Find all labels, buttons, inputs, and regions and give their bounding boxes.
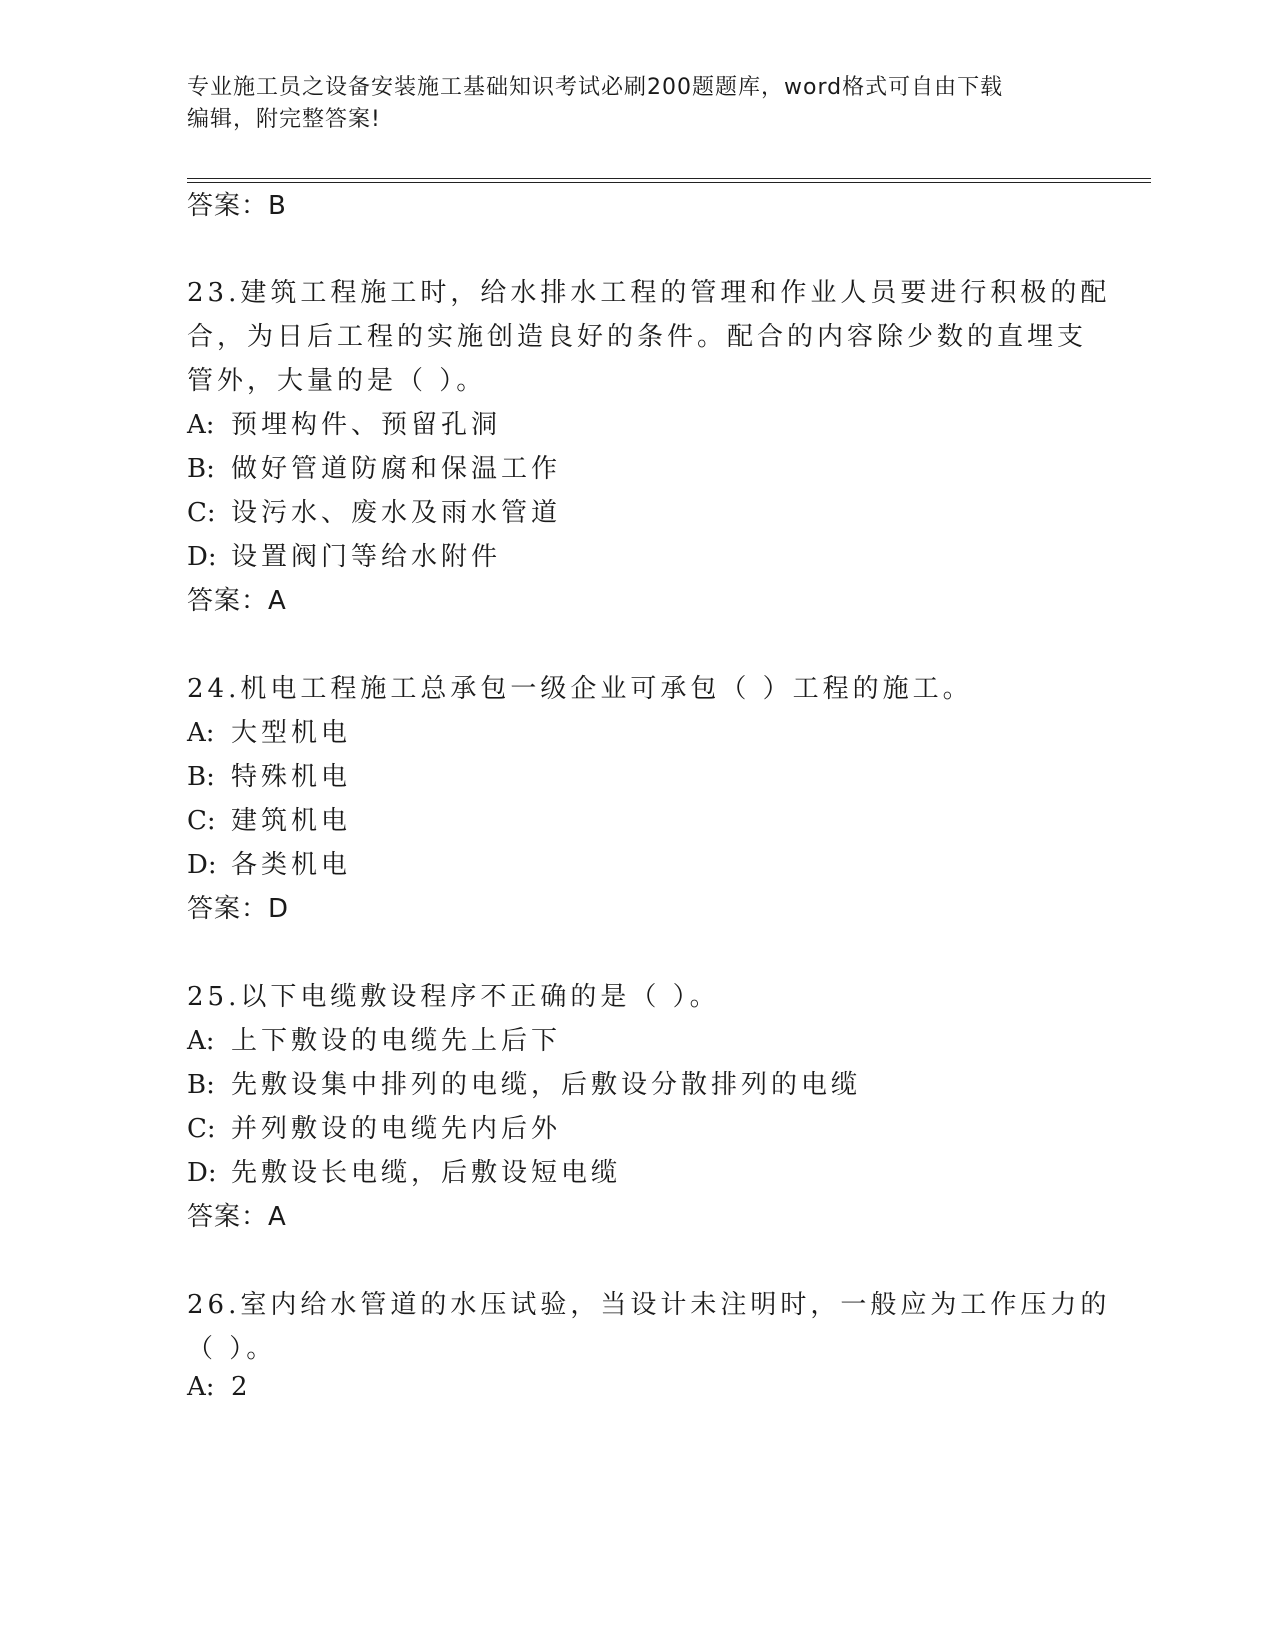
option-text: 先敷设长电缆，后敷设短电缆 [231, 1158, 622, 1188]
option-text: 大型机电 [231, 718, 352, 748]
question-24-line-1: 24.机电工程施工总承包一级企业可承包（ ）工程的施工。 [187, 674, 973, 704]
question-25-option-a [187, 1020, 561, 1057]
option-text: 设置阀门等给水附件 [231, 542, 502, 572]
question-26-line-2: （ ）。 [187, 1334, 277, 1364]
option-letter: B: [187, 454, 215, 484]
header-line-1: 专业施工员之设备安装施工基础知识考试必刷200题题库，word格式可自由下载 [187, 75, 1004, 100]
document-header [187, 72, 1087, 136]
question-23-option-b [187, 448, 561, 485]
option-letter: A: [187, 1026, 215, 1056]
question-26-line-1: 26.室内给水管道的水压试验，当设计未注明时，一般应为工作压力的 [187, 1290, 1111, 1320]
option-text: 设污水、废水及雨水管道 [231, 498, 562, 528]
question-25-option-b [187, 1064, 861, 1101]
question-23-answer: 答案：A [187, 586, 287, 616]
option-letter: D: [187, 850, 217, 880]
header-divider-top [187, 178, 1151, 179]
question-23-line-2: 合，为日后工程的实施创造良好的条件。配合的内容除少数的直埋支 [187, 322, 1088, 352]
option-text: 特殊机电 [231, 762, 352, 792]
question-23-option-a [187, 404, 501, 441]
header-divider-bottom [187, 182, 1151, 183]
option-text: 建筑机电 [231, 806, 352, 836]
question-23-line-1: 23.建筑工程施工时，给水排水工程的管理和作业人员要进行积极的配 [187, 278, 1111, 308]
option-letter: A: [187, 410, 215, 440]
question-24-option-a [187, 712, 351, 749]
question-26-option-a [187, 1372, 252, 1402]
question-23-option-d [187, 536, 501, 573]
option-text: 做好管道防腐和保温工作 [231, 454, 562, 484]
option-letter: D: [187, 1158, 217, 1188]
option-letter: D: [187, 542, 217, 572]
answer-previous: 答案：B [187, 191, 287, 221]
option-letter: B: [187, 1070, 215, 1100]
question-23-line-3: 管外，大量的是（ ）。 [187, 366, 487, 396]
option-text: 各类机电 [231, 850, 352, 880]
option-letter: A: [187, 1372, 215, 1402]
option-letter: A: [187, 718, 215, 748]
question-25-option-d [187, 1152, 621, 1189]
option-letter: C: [187, 806, 216, 836]
option-letter: C: [187, 1114, 216, 1144]
question-23-option-c [187, 492, 561, 529]
header-line-2: 编辑，附完整答案! [187, 107, 381, 132]
option-letter: B: [187, 762, 215, 792]
option-text: 先敷设集中排列的电缆，后敷设分散排列的电缆 [231, 1070, 862, 1100]
question-25-line-1: 25.以下电缆敷设程序不正确的是（ ）。 [187, 982, 720, 1012]
option-text: 预埋构件、预留孔洞 [231, 410, 502, 440]
question-25-answer: 答案：A [187, 1202, 287, 1232]
question-24-answer: 答案：D [187, 894, 290, 924]
option-letter: C: [187, 498, 216, 528]
option-text: 上下敷设的电缆先上后下 [231, 1026, 562, 1056]
option-text: 并列敷设的电缆先内后外 [231, 1114, 562, 1144]
question-24-option-b [187, 756, 351, 793]
question-25-option-c [187, 1108, 561, 1145]
question-24-option-d [187, 844, 351, 881]
option-text: 2 [231, 1372, 252, 1402]
question-24-option-c [187, 800, 351, 837]
